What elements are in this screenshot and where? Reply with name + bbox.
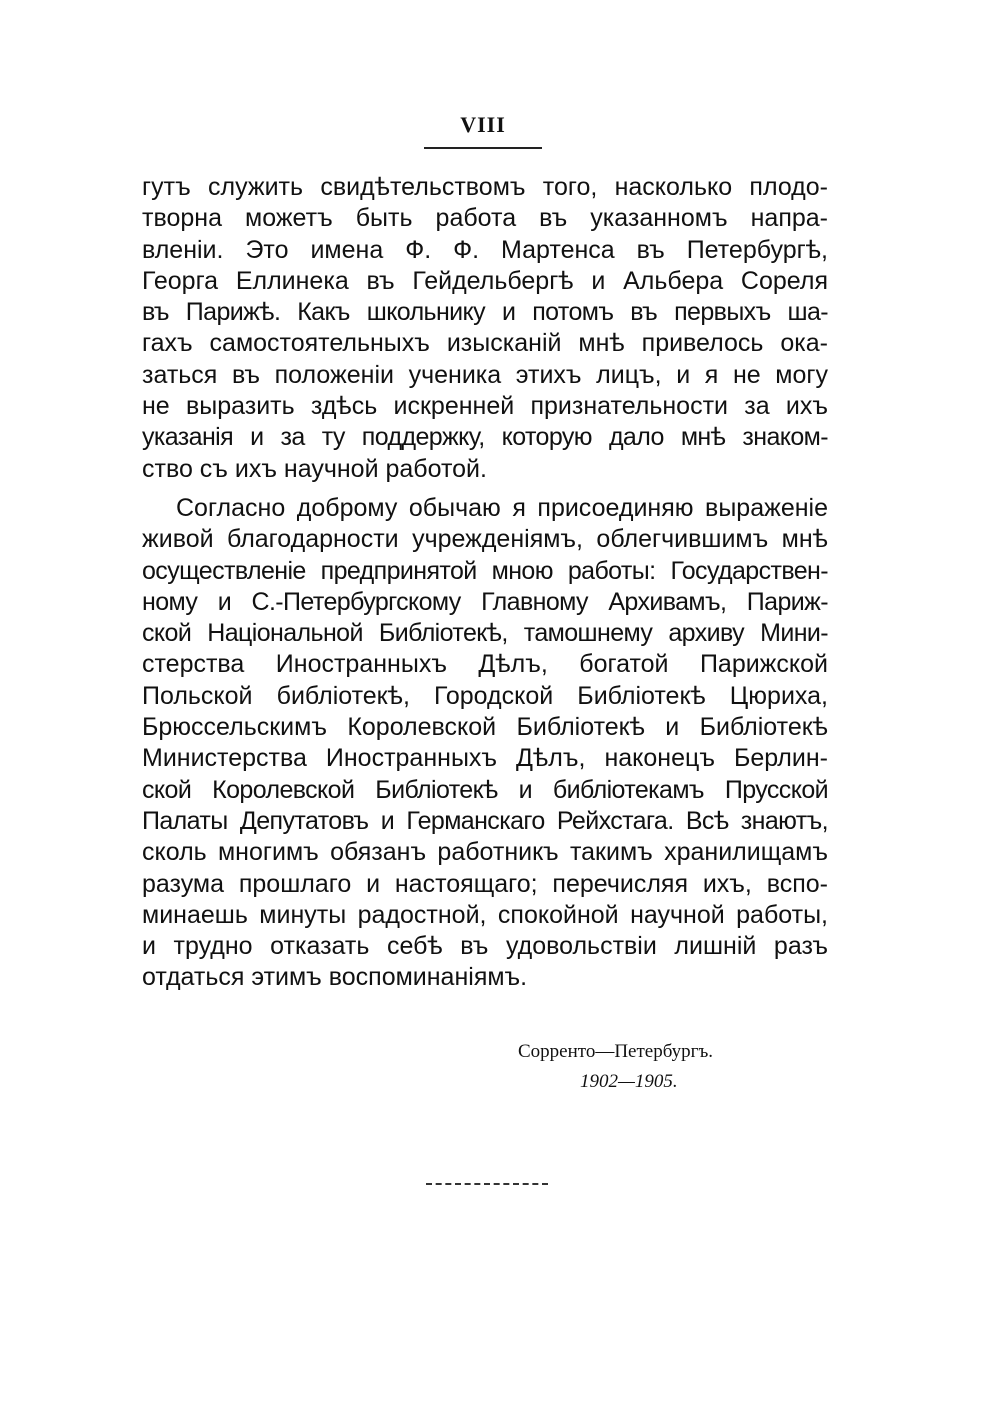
text-line: въ Парижѣ. Какъ школьнику и потомъ въ первыхъ ша- — [142, 298, 828, 327]
text-line: стерства Иностранныхъ Дѣлъ, богатой Парижской — [142, 650, 828, 679]
text-line: ному и С.-Петербургскому Главному Архивамъ, Париж- — [142, 587, 828, 616]
text-line: указанія и за ту поддержку, которую дало мнѣ знаком- — [142, 423, 828, 452]
text-line: ской Національной Библіотекѣ, тамошнему архиву Мини- — [142, 619, 828, 648]
text-line: и трудно отказать себѣ въ удовольствіи лишній разъ — [142, 932, 828, 961]
text-line: Польской библіотекѣ, Городской Библіотекѣ Цюриха, — [142, 681, 828, 710]
signature-place: Сорренто—Петербургъ. — [518, 1041, 714, 1062]
text-line: Георга Еллинека въ Гейдельбергѣ и Альбера Сореля — [142, 266, 828, 295]
signature-block — [518, 1037, 778, 1097]
text-line: гахъ самостоятельныхъ изысканій мнѣ привелось ока- — [142, 329, 828, 358]
text-line: гутъ служить свидѣтельствомъ того, насколько плодо- — [142, 173, 828, 201]
header-rule — [424, 147, 542, 149]
body-text — [142, 172, 828, 994]
signature-years: 1902—1905. — [580, 1071, 678, 1092]
text-line: ской Королевской Библіотекѣ и библіотекамъ Прусской — [142, 775, 828, 804]
text-line: отдаться этимъ воспоминаніямъ. — [142, 963, 528, 992]
text-line: ство съ ихъ научной работой. — [142, 454, 487, 483]
text-line: вленіи. Это имена Ф. Ф. Мартенса въ Петербургѣ, — [142, 235, 828, 264]
text-line: Согласно доброму обычаю я присоединяю выраженіе — [176, 493, 828, 522]
text-line: Министерства Иностранныхъ Дѣлъ, наконецъ Берлин- — [142, 744, 828, 773]
paragraph-2 — [142, 493, 828, 994]
text-line: живой благодарности учрежденіямъ, облегчившимъ мнѣ — [142, 525, 828, 554]
footer-rule — [426, 1183, 548, 1185]
text-line: творна можетъ быть работа въ указанномъ напра- — [142, 204, 828, 233]
text-line: минаешь минуты радостной, спокойной научной работы, — [142, 900, 828, 929]
text-line: осуществленіе предпринятой мною работы: Государствен- — [142, 556, 828, 585]
text-line: не выразить здѣсь искренней признательности за ихъ — [142, 392, 828, 421]
text-line: разума прошлаго и настоящаго; перечисляя ихъ, вспо- — [142, 869, 828, 898]
text-line: заться въ положеніи ученика этихъ лицъ, и я не могу — [142, 360, 828, 389]
text-line: Брюссельскимъ Королевской Библіотекѣ и Библіотекѣ — [142, 713, 828, 742]
paragraph-1 — [142, 172, 828, 485]
page-number: VIII — [460, 112, 506, 137]
text-line: Палаты Депутатовъ и Германскаго Рейхстага. Всѣ знаютъ, — [142, 806, 828, 835]
paragraph-gap — [142, 485, 828, 493]
text-line: сколь многимъ обязанъ работникъ такимъ хранилищамъ — [142, 838, 828, 867]
